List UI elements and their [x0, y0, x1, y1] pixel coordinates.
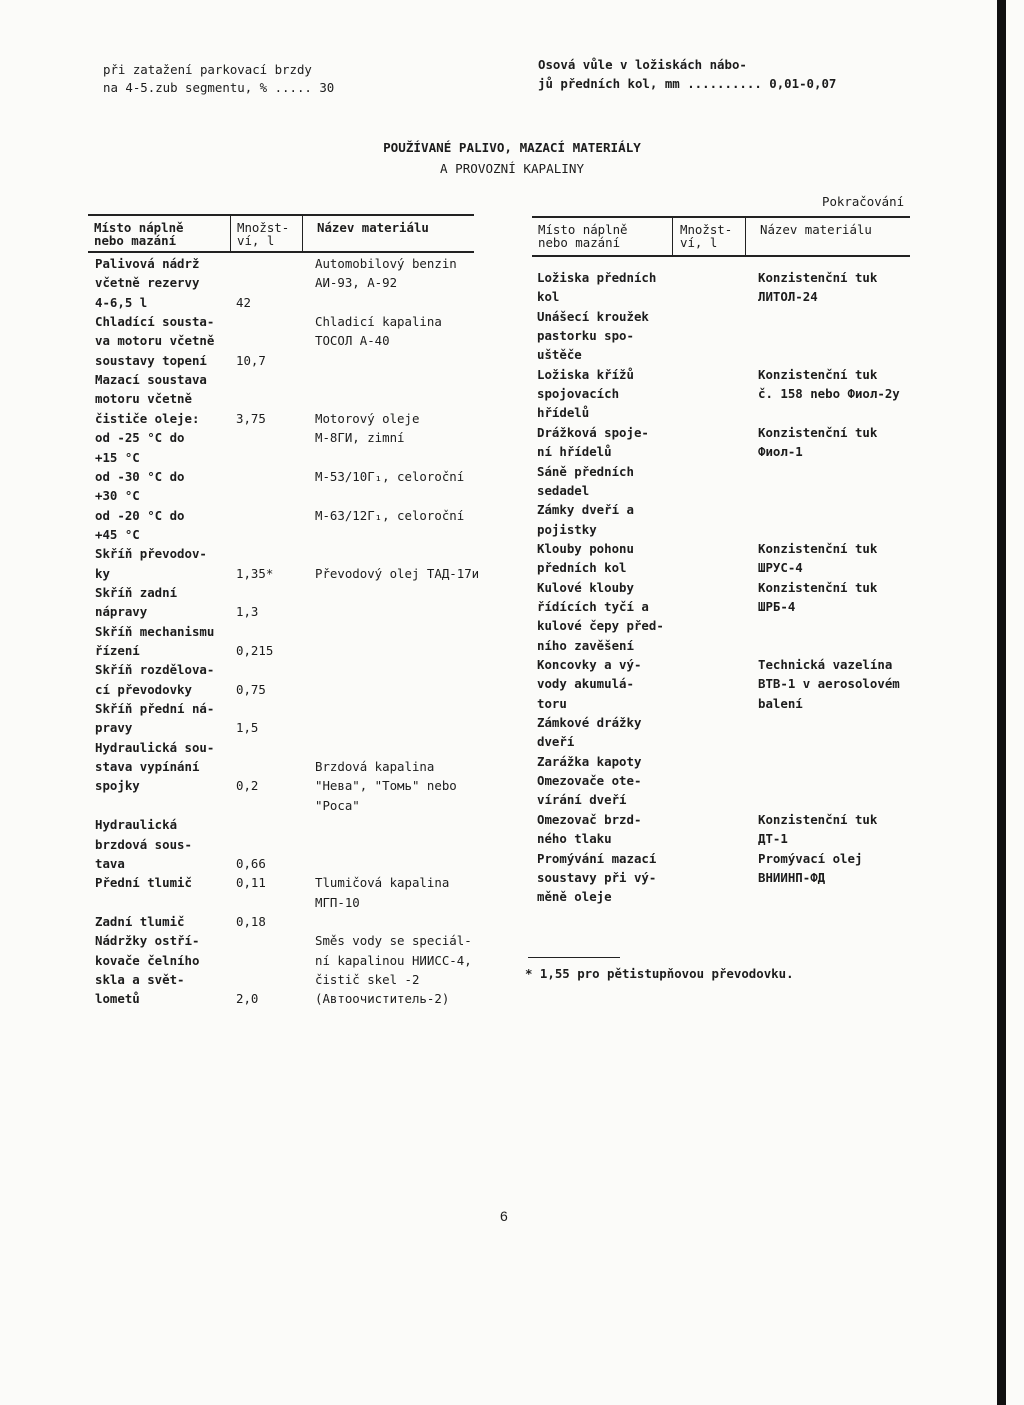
left-row-place: soustavy topení — [95, 352, 207, 368]
left-row-place: lometů — [95, 991, 140, 1007]
left-row-material: Směs vody se speciál- — [315, 933, 472, 949]
left-row-place: Mazací soustava — [95, 372, 207, 388]
left-row-qty: 1,3 — [236, 604, 259, 620]
left-table-divider-1 — [230, 214, 231, 252]
right-row-place: Omezovače ote- — [537, 773, 642, 789]
right-row-material: ВТВ-1 v aerosolovém — [758, 676, 900, 692]
right-row-material: ШРБ-4 — [758, 598, 796, 614]
left-header-qty-1: Množst- — [237, 220, 290, 235]
left-table-header-rule — [88, 251, 474, 253]
right-row-material: Konzistenční tuk — [758, 579, 878, 595]
left-row-qty: 0,66 — [236, 855, 266, 871]
right-row-place: řídících tyčí a — [537, 598, 649, 614]
left-row-place: +45 °C — [95, 526, 140, 542]
page-title-line1: POUŽÍVANÉ PALIVO, MAZACÍ MATERIÁLY — [383, 140, 641, 155]
left-row-place: Zadní tlumič — [95, 913, 185, 929]
left-row-place: Chladící sousta- — [95, 314, 215, 330]
left-row-place: cí převodovky — [95, 681, 192, 697]
left-row-material: ní kapalinou НИИСС-4, — [315, 952, 472, 968]
right-row-place: uštěče — [537, 347, 582, 363]
right-row-place: Zámkové drážky — [537, 715, 642, 731]
right-row-material: ШРУС-4 — [758, 560, 803, 576]
left-row-place: stava vypínání — [95, 759, 200, 775]
right-row-place: Omezovač brzd- — [537, 811, 642, 827]
right-row-place: pastorku spo- — [537, 328, 634, 344]
left-table-top-rule — [88, 214, 474, 216]
left-row-place: kovače čelního — [95, 952, 200, 968]
left-row-place: Skříň mechanismu — [95, 623, 215, 639]
right-row-place: měně oleje — [537, 889, 612, 905]
left-row-place: 4-6,5 l — [95, 294, 148, 310]
left-row-qty: 2,0 — [236, 991, 259, 1007]
right-row-material: Konzistenční tuk — [758, 424, 878, 440]
right-row-place: Ložiska křížů — [537, 366, 634, 382]
right-row-material: Konzistenční tuk — [758, 540, 878, 556]
right-row-material: Konzistenční tuk — [758, 366, 878, 382]
right-row-place: hřídelů — [537, 405, 590, 421]
left-row-material: Automobilový benzin — [315, 256, 457, 271]
left-row-material: (Автоочиститель-2) — [315, 991, 450, 1007]
right-row-place: Unášecí kroužek — [537, 308, 649, 324]
right-row-material: Konzistenční tuk — [758, 811, 878, 827]
right-row-material: ЛИТОЛ-24 — [758, 289, 818, 305]
right-row-material: ВНИИНП-ФД — [758, 869, 826, 885]
left-row-place: spojky — [95, 778, 140, 794]
right-row-place: dveří — [537, 734, 575, 750]
right-row-material: ДТ-1 — [758, 831, 788, 847]
left-row-place: od -20 °C do — [95, 507, 185, 523]
right-row-material: Konzistenční tuk — [758, 270, 878, 285]
left-row-place: od -30 °C do — [95, 468, 185, 484]
left-row-place: nápravy — [95, 604, 148, 620]
left-row-place: Skříň rozdělova- — [95, 662, 215, 678]
right-row-place: toru — [537, 695, 567, 711]
right-header-place-1: Místo náplně — [538, 222, 628, 237]
left-row-material: ТОСОЛ А-40 — [315, 333, 390, 349]
left-row-qty: 42 — [236, 294, 251, 310]
right-row-material: č. 158 nebo Фиол-2у — [758, 386, 900, 402]
right-header-qty-2: ví, l — [680, 235, 718, 250]
left-row-place: va motoru včetně — [95, 333, 215, 349]
left-row-place: Skříň zadní — [95, 584, 178, 600]
right-row-place: pojistky — [537, 521, 597, 537]
left-row-material: АИ-93, А-92 — [315, 275, 398, 291]
left-row-qty: 0,2 — [236, 778, 259, 794]
left-row-material: М-53/10Г₁, celoroční — [315, 468, 465, 484]
left-row-material: čistič skel -2 — [315, 971, 420, 987]
right-row-place: vody akumulá- — [537, 676, 634, 692]
left-row-qty: 1,5 — [236, 720, 259, 736]
page-number: 6 — [500, 1208, 508, 1224]
left-row-qty: 0,75 — [236, 681, 266, 697]
left-table-divider-2 — [302, 214, 303, 252]
right-row-material: Фиол-1 — [758, 444, 803, 460]
right-row-place: ního zavěšení — [537, 637, 634, 653]
right-header-material: Název materiálu — [760, 222, 872, 237]
right-row-place: ní hřídelů — [537, 444, 612, 460]
left-row-place: skla a svět- — [95, 971, 185, 987]
left-row-material: Brzdová kapalina — [315, 759, 435, 775]
right-row-material: Technická vazelína — [758, 657, 893, 672]
left-row-place: řízení — [95, 643, 140, 658]
left-row-place: Skříň převodov- — [95, 546, 207, 562]
right-row-place: Zarážka kapoty — [537, 753, 642, 769]
right-row-place: sedadel — [537, 482, 590, 498]
left-row-place: od -25 °C do — [95, 430, 185, 446]
right-row-place: předních kol — [537, 560, 627, 576]
left-header-material: Název materiálu — [317, 220, 429, 235]
left-row-qty: 0,18 — [236, 913, 266, 929]
left-row-place: včetně rezervy — [95, 275, 200, 291]
top-left-line2: na 4-5.zub segmentu, % ..... 30 — [103, 80, 335, 95]
left-row-material: Chladicí kapalina — [315, 314, 442, 330]
left-row-material: "Нева", "Томь" nebo — [315, 778, 457, 794]
left-row-place: ky — [95, 565, 110, 581]
right-row-material: Promývací olej — [758, 850, 863, 866]
left-row-material: Motorový oleje — [315, 410, 420, 426]
right-table-header-rule — [532, 255, 910, 257]
right-row-place: Klouby pohonu — [537, 540, 634, 556]
left-row-place: Přední tlumič — [95, 875, 192, 891]
left-row-material: МГП-10 — [315, 894, 360, 910]
right-row-place: ného tlaku — [537, 831, 612, 847]
left-row-place: Palivová nádrž — [95, 256, 200, 271]
left-row-place: +15 °C — [95, 449, 140, 465]
right-row-place: Drážková spoje- — [537, 424, 649, 440]
left-row-qty: 1,35* — [236, 565, 274, 581]
left-row-material: Tlumičová kapalina — [315, 875, 450, 891]
top-right-line2: jů předních kol, mm .......... 0,01-0,07 — [538, 76, 837, 91]
left-row-place: +30 °C — [95, 488, 140, 504]
footnote: * 1,55 pro pětistupňovou převodovku. — [525, 966, 794, 981]
left-row-place: Skříň přední ná- — [95, 701, 215, 717]
left-row-place: pravy — [95, 720, 133, 736]
left-row-qty: 3,75 — [236, 410, 266, 426]
right-row-place: kulové čepy před- — [537, 618, 664, 634]
footnote-rule — [528, 957, 620, 958]
left-row-place: Hydraulická sou- — [95, 739, 215, 755]
right-table-divider-2 — [745, 216, 746, 256]
page-title-line2: A PROVOZNÍ KAPALINY — [439, 161, 585, 176]
left-header-place-1: Místo náplně — [94, 220, 184, 235]
right-header-qty-1: Množst- — [680, 222, 733, 237]
right-row-place: vírání dveří — [537, 792, 627, 808]
left-row-place: Nádržky ostří- — [95, 933, 200, 949]
right-row-material: balení — [758, 695, 803, 711]
right-row-place: Sáně předních — [537, 463, 634, 479]
left-row-place: brzdová sous- — [95, 836, 192, 852]
left-row-place: motoru včetně — [95, 391, 192, 407]
left-row-material: М-8ГИ, zimní — [315, 430, 405, 446]
continuation-label: Pokračování — [822, 194, 905, 209]
left-row-material: М-63/12Г₁, celoroční — [315, 507, 465, 523]
left-row-place: tava — [95, 855, 125, 871]
left-row-material: "Роса" — [315, 797, 360, 813]
right-row-place: Promývání mazací — [537, 850, 657, 866]
left-header-place-2: nebo mazání — [94, 233, 177, 248]
right-row-place: Kulové klouby — [537, 579, 634, 595]
right-row-place: Koncovky a vý- — [537, 657, 642, 672]
right-row-place: spojovacích — [537, 386, 620, 402]
left-row-material: Převodový olej ТАД-17и — [315, 565, 480, 581]
left-row-qty: 0,215 — [236, 643, 274, 658]
left-header-qty-2: ví, l — [237, 233, 275, 248]
left-row-qty: 10,7 — [236, 352, 266, 368]
right-table-divider-1 — [672, 216, 673, 256]
top-left-line1: při zatažení parkovací brzdy — [103, 62, 312, 77]
right-row-place: soustavy při vý- — [537, 869, 657, 885]
right-header-place-2: nebo mazání — [538, 235, 621, 250]
right-row-place: Zámky dveří a — [537, 502, 634, 518]
top-right-line1: Osová vůle v ložiskách nábo- — [538, 57, 747, 72]
left-row-place: Hydraulická — [95, 817, 178, 833]
right-row-place: kol — [537, 289, 560, 305]
right-row-place: Ložiska předních — [537, 270, 657, 285]
left-row-qty: 0,11 — [236, 875, 266, 891]
right-table-top-rule — [532, 216, 910, 218]
scan-edge-bar — [997, 0, 1006, 1405]
left-row-place: čističe oleje: — [95, 410, 200, 426]
